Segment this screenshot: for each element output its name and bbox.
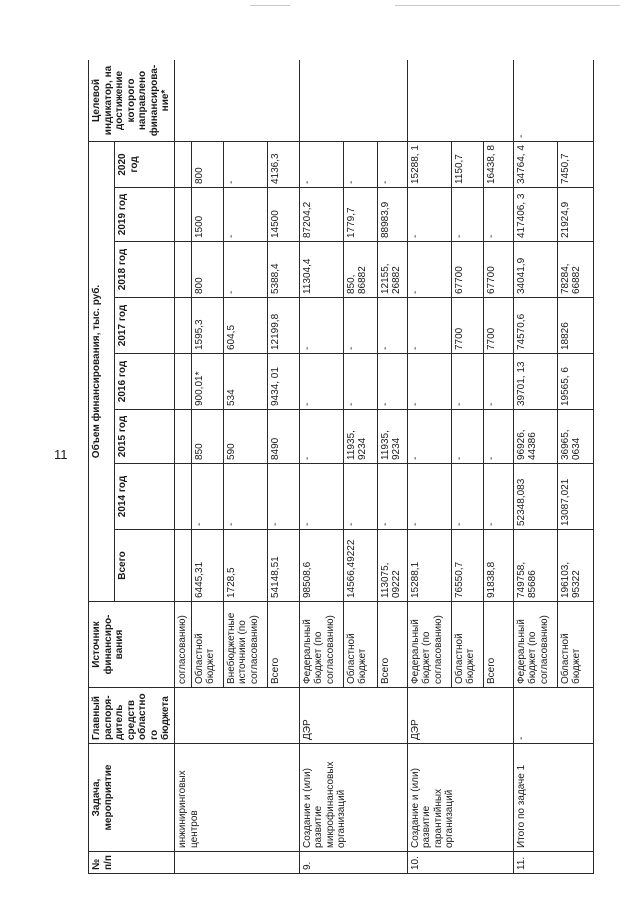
cell-2018: 11304,4 [299, 242, 343, 298]
cell-2018: - [223, 242, 267, 298]
cell-2016: 19565, 6 [557, 354, 593, 410]
cell-total: 15288,1 [407, 530, 451, 602]
cell-2014: - [223, 464, 267, 530]
cell-total: 749758, 85686 [513, 530, 557, 602]
cell-indicator [407, 60, 513, 141]
cell-2016: - [483, 354, 513, 410]
cell-task: Итого по задаче 1 [513, 744, 593, 852]
cell-2018: 67700 [483, 242, 513, 298]
cell-source: Областной бюджет [343, 602, 377, 688]
header-year-2014: 2014 год [115, 464, 175, 530]
cell-2015: - [451, 410, 483, 464]
cell-2015: 590 [223, 410, 267, 464]
header-indicator: Целевой индикатор, на достижение которого направлено финансирова-ние* [89, 60, 175, 141]
cell-2018: 34041,9 [513, 242, 557, 298]
cell-2020: 15288, 1 [407, 141, 451, 187]
cell-2019: - [451, 188, 483, 242]
rotated-table-frame [88, 60, 617, 874]
cell-2015: - [407, 410, 451, 464]
cell-num: 9. [299, 852, 407, 874]
cell-indicator [299, 60, 407, 141]
cell-source: Всего [377, 602, 407, 688]
cell-2018: 67700 [451, 242, 483, 298]
header-num: № п/п [89, 852, 175, 874]
cell-indicator: - [513, 60, 593, 141]
cell-source: Внебюджетные источники (по согласованию) [223, 602, 267, 688]
header-row [89, 60, 115, 874]
cell-2020: - [343, 141, 377, 187]
cell-2020: - [299, 141, 343, 187]
cell-2016: - [407, 354, 451, 410]
cell-total: 113075, 09222 [377, 530, 407, 602]
cell-2019: - [483, 188, 513, 242]
cell-2014: - [343, 464, 377, 530]
cell-2017: - [343, 298, 377, 354]
cell-2019: 14500 [267, 188, 299, 242]
cell-total: 14566,49222 [343, 530, 377, 602]
cell-2020: 34764, 4 [513, 141, 557, 187]
cell-2016: 9434, 01 [267, 354, 299, 410]
cell-2018: 12155, 26882 [377, 242, 407, 298]
cell-total: 98508,6 [299, 530, 343, 602]
cell-2020 [175, 141, 192, 187]
header-year-2020: 2020 год [115, 141, 175, 187]
cell-task: инжиниринговых центров [175, 744, 300, 852]
header-funding-group: Объем финансирования, тыс. руб. [89, 141, 115, 601]
cell-2018: 850, 86882 [343, 242, 377, 298]
cell-2017: 12199,8 [267, 298, 299, 354]
cell-2015: 36965, 0634 [557, 410, 593, 464]
cell-2019: 21924,9 [557, 188, 593, 242]
cell-2014: - [267, 464, 299, 530]
cell-2017: 74570,6 [513, 298, 557, 354]
cell-total: 6445,31 [191, 530, 223, 602]
cell-2017: 7700 [451, 298, 483, 354]
cell-2015: 8490 [267, 410, 299, 464]
cell-2018 [175, 242, 192, 298]
cell-2019: - [407, 188, 451, 242]
cell-2016: 900,01* [191, 354, 223, 410]
header-source: Источник финансиро-вания [89, 602, 175, 688]
cell-2016: - [377, 354, 407, 410]
cell-executor: ДЭР [299, 688, 407, 744]
cell-2019: 1500 [191, 188, 223, 242]
cell-num: 10. [407, 852, 513, 874]
cell-2017: 604,5 [223, 298, 267, 354]
cell-2017: - [377, 298, 407, 354]
cell-source: Областной бюджет [557, 602, 593, 688]
cell-source: Федеральный бюджет (по согласованию) [513, 602, 557, 688]
cell-total: 54148,51 [267, 530, 299, 602]
header-year-2016: 2016 год [115, 354, 175, 410]
funding-table [88, 60, 594, 874]
scan-artifact-rule [395, 5, 620, 6]
cell-2019 [175, 188, 192, 242]
cell-2020: 4136,3 [267, 141, 299, 187]
scan-artifact-rule [250, 5, 290, 6]
cell-source: согласованию) [175, 602, 192, 688]
header-task: Задача, мероприятие [89, 744, 175, 852]
cell-num [175, 852, 300, 874]
cell-2016: - [343, 354, 377, 410]
cell-executor: - [513, 688, 593, 744]
cell-total: 76550,7 [451, 530, 483, 602]
cell-2016: 39701, 13 [513, 354, 557, 410]
cell-2014: 52348,083 [513, 464, 557, 530]
cell-2017: 1595,3 [191, 298, 223, 354]
rotated-table [88, 60, 617, 874]
cell-2014: - [191, 464, 223, 530]
cell-total: 1728,5 [223, 530, 267, 602]
cell-indicator [175, 60, 300, 141]
cell-2019: 88983,9 [377, 188, 407, 242]
cell-2015: 96926, 44386 [513, 410, 557, 464]
cell-2017: 18826 [557, 298, 593, 354]
cell-2014: - [483, 464, 513, 530]
cell-executor: ДЭР [407, 688, 513, 744]
cell-task: Создание и (или) развитие гарантийных организаций [407, 744, 513, 852]
cell-2020: 16438, 8 [483, 141, 513, 187]
cell-2018: - [407, 242, 451, 298]
cell-2018: 800 [191, 242, 223, 298]
cell-2018: 78284, 66882 [557, 242, 593, 298]
cell-2014: - [451, 464, 483, 530]
table-row [407, 60, 451, 874]
cell-2019: 87204,2 [299, 188, 343, 242]
cell-2020: 1150,7 [451, 141, 483, 187]
cell-2015: 850 [191, 410, 223, 464]
cell-2017 [175, 298, 192, 354]
cell-source: Всего [267, 602, 299, 688]
header-executor: Главный распоря-дитель средств областного бюджета [89, 688, 175, 744]
cell-2016 [175, 354, 192, 410]
cell-source: Федеральный бюджет (по согласованию) [299, 602, 343, 688]
table-row [175, 60, 192, 874]
cell-2020: - [377, 141, 407, 187]
cell-2019: - [223, 188, 267, 242]
cell-task: Создание и (или) развитие микрофинансовых организаций [299, 744, 407, 852]
cell-2017: - [407, 298, 451, 354]
cell-total: 91838,8 [483, 530, 513, 602]
cell-executor [175, 688, 300, 744]
header-year-2017: 2017 год [115, 298, 175, 354]
cell-2019: 1779,7 [343, 188, 377, 242]
cell-num: 11. [513, 852, 593, 874]
cell-2017: 7700 [483, 298, 513, 354]
cell-2014 [175, 464, 192, 530]
header-total: Всего [115, 530, 175, 602]
cell-2014: - [299, 464, 343, 530]
cell-source: Всего [483, 602, 513, 688]
header-year-2019: 2019 год [115, 188, 175, 242]
cell-2016: - [299, 354, 343, 410]
table-row [513, 60, 557, 874]
cell-2016: - [451, 354, 483, 410]
cell-2019: 417406, 3 [513, 188, 557, 242]
cell-2015: 11935, 9234 [377, 410, 407, 464]
cell-2020: 800 [191, 141, 223, 187]
cell-source: Областной бюджет [451, 602, 483, 688]
cell-total [175, 530, 192, 602]
cell-2015: - [299, 410, 343, 464]
cell-2015: 11935, 9234 [343, 410, 377, 464]
table-row [299, 60, 343, 874]
cell-2015 [175, 410, 192, 464]
cell-source: Федеральный бюджет (по согласованию) [407, 602, 451, 688]
header-year-2018: 2018 год [115, 242, 175, 298]
cell-2016: 534 [223, 354, 267, 410]
header-year-2015: 2015 год [115, 410, 175, 464]
page-number: 11 [54, 447, 68, 462]
cell-2020: - [223, 141, 267, 187]
cell-2015: - [483, 410, 513, 464]
cell-2014: - [407, 464, 451, 530]
cell-2017: - [299, 298, 343, 354]
cell-2014: - [377, 464, 407, 530]
cell-source: Областной бюджет [191, 602, 223, 688]
cell-2020: 7450,7 [557, 141, 593, 187]
cell-2014: 13087,021 [557, 464, 593, 530]
cell-total: 196103, 95322 [557, 530, 593, 602]
cell-2018: 5388,4 [267, 242, 299, 298]
